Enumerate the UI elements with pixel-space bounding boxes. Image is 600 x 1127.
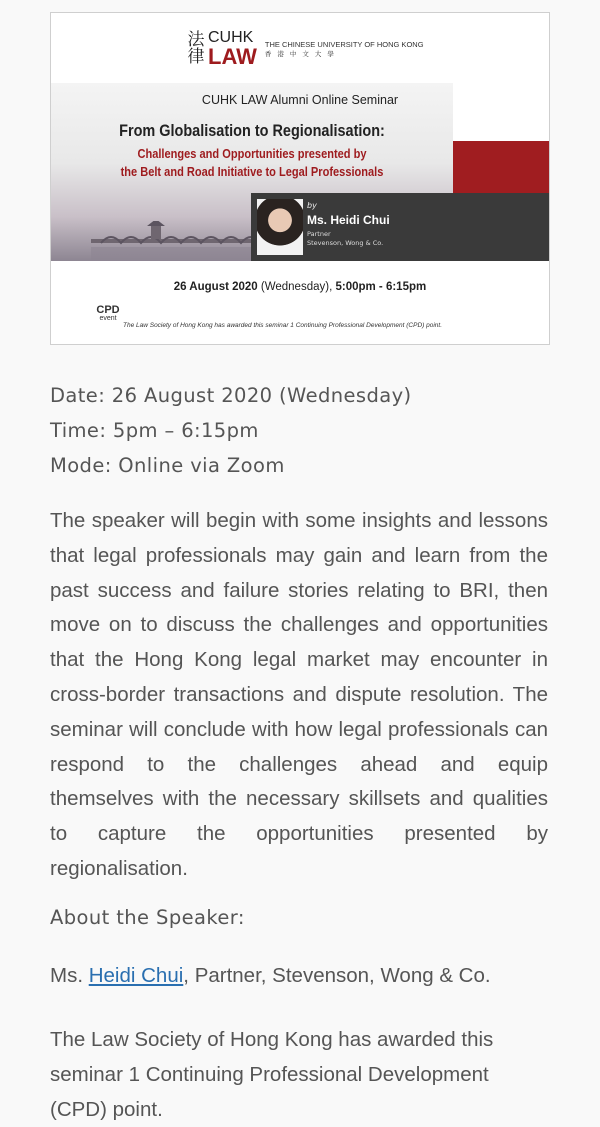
cpd-label: CPD <box>96 304 120 316</box>
poster-day: (Wednesday), <box>257 281 336 293</box>
poster-cpd-note: The Law Society of Hong Kong has awarded this seminar 1 Continuing Professional Development (CPD) point. <box>123 322 443 329</box>
university-name-en: THE CHINESE UNIVERSITY OF HONG KONG <box>264 39 424 49</box>
cpd-event-label: event <box>99 314 117 322</box>
poster-date: 26 August 2020 <box>173 281 258 293</box>
poster-subtitle-line-1: Challenges and Opportunities presented by <box>137 146 367 161</box>
poster-date-time <box>51 281 549 293</box>
logo-cuhk: CUHK <box>208 29 254 46</box>
poster-speaker-firm: Stevenson, Wong & Co. <box>307 239 384 248</box>
cpd-event-badge <box>95 306 121 322</box>
speaker-line <box>50 964 491 988</box>
event-info <box>50 378 412 483</box>
poster-speaker-name: Ms. Heidi Chui <box>307 213 390 227</box>
seminar-tag: CUHK LAW Alumni Online Seminar <box>201 93 399 107</box>
logo-law: LAW <box>208 44 257 69</box>
cuhk-law-logo <box>187 27 424 71</box>
speaker-by-label: by <box>307 201 317 210</box>
event-poster <box>50 12 550 345</box>
poster-subtitle-line-2: the Belt and Road Initiative to Legal Professionals <box>120 164 384 179</box>
event-mode: Mode: Online via Zoom <box>50 454 285 477</box>
logo-chinese-characters: 法律 <box>187 30 205 67</box>
poster-time: 5:00pm - 6:15pm <box>335 281 427 293</box>
speaker-prefix: Ms. <box>50 964 89 987</box>
cpd-paragraph: The Law Society of Hong Kong has awarded this seminar 1 Continuing Professional Development (CPD) point. <box>50 1028 494 1121</box>
event-time: Time: 5pm – 6:15pm <box>50 419 259 442</box>
event-date: Date: 26 August 2020 (Wednesday) <box>50 384 412 407</box>
speaker-suffix: , Partner, Stevenson, Wong & Co. <box>183 964 491 987</box>
university-name-zh: 香港中文大學 <box>264 50 340 58</box>
speaker-photo <box>257 199 303 255</box>
poster-speaker-role: Partner <box>307 230 331 238</box>
speaker-name-link[interactable]: Heidi Chui <box>88 964 184 987</box>
event-description: The speaker will begin with some insights and lessons that legal professionals may gain and learn from the past success and failure stories relating to BRI, then move on to discuss the challenges and opportunities that the Hong Kong legal market may encounter in cross-border transactions and dispute resolution. The seminar will conclude with how legal professionals can respond to the challenges ahead and equip themselves with the necessary skillsets and qualities to capture the opportunities presented by regionalisation. <box>50 509 548 880</box>
poster-title: From Globalisation to Regionalisation: <box>119 121 385 140</box>
about-speaker-heading: About the Speaker: <box>50 906 245 929</box>
